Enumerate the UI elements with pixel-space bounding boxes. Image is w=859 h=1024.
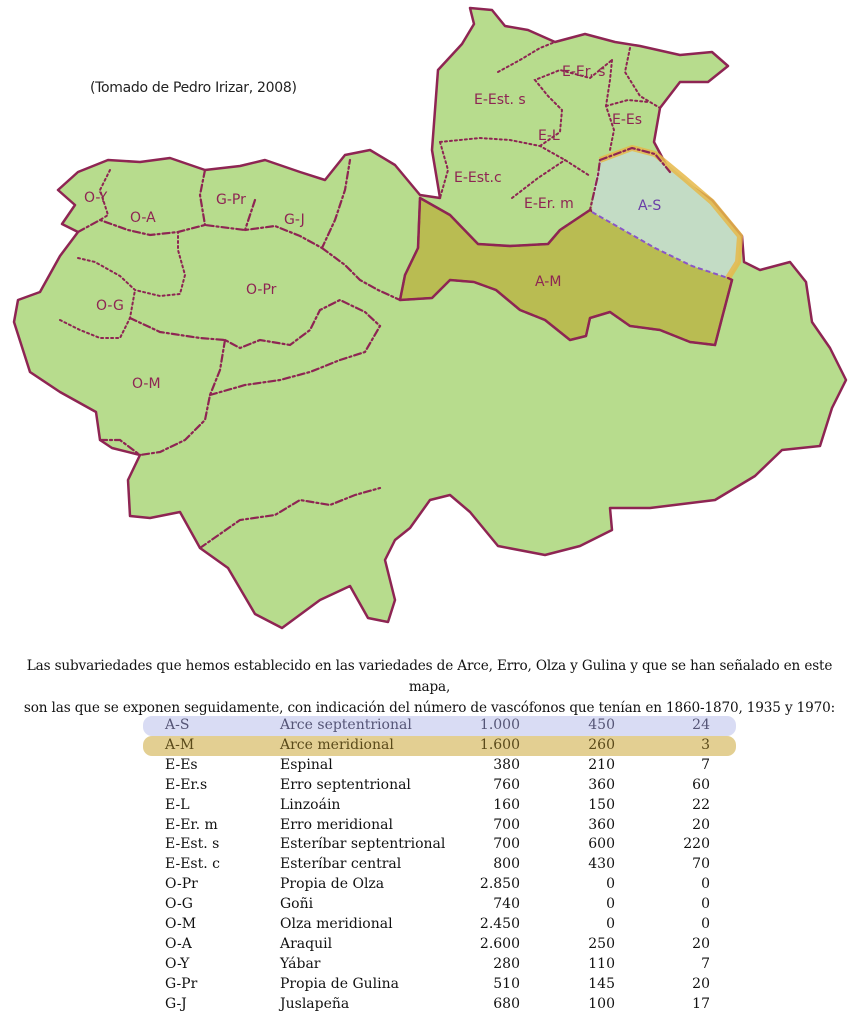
table-row	[143, 835, 736, 855]
label-o-a: O-A	[130, 210, 156, 226]
row-name: Goñi	[280, 896, 314, 913]
table-row	[143, 736, 736, 756]
row-name: Yábar	[280, 955, 321, 972]
table-row	[143, 995, 736, 1015]
label-o-m: O-M	[132, 376, 161, 392]
row-speakers-1860-1870: 160	[493, 796, 520, 813]
row-speakers-1970: 20	[692, 935, 710, 952]
row-speakers-1860-1870: 280	[493, 955, 520, 972]
row-speakers-1860-1870: 1.000	[470, 716, 520, 736]
row-name: Propia de Olza	[280, 876, 385, 893]
row-code: O-Pr	[165, 876, 198, 893]
row-speakers-1935: 450	[520, 716, 615, 736]
label-a-s: A-S	[638, 198, 662, 214]
row-speakers-1860-1870: 740	[493, 896, 520, 913]
label-o-y: O-Y	[84, 190, 108, 206]
row-speakers-1935: 0	[606, 896, 615, 913]
row-speakers-1935: 250	[588, 935, 615, 952]
row-name: Arce meridional	[280, 736, 470, 756]
row-name: Erro meridional	[280, 816, 393, 833]
intro-line-1: Las subvariedades que hemos establecido en las variedades de Arce, Erro, Olza y Gulina y que se han señalado en este mapa,	[26, 658, 833, 695]
row-speakers-1860-1870: 800	[493, 856, 520, 873]
intro-line-2: son las que se exponen seguidamente, con indicación del número de vascófonos que tenían en 1860-1870, 1935 y 1970:	[23, 700, 836, 716]
row-name: Olza meridional	[280, 916, 393, 933]
row-speakers-1935: 100	[588, 995, 615, 1012]
row-speakers-1935: 110	[588, 955, 615, 972]
row-code: O-G	[165, 896, 193, 913]
table-row	[143, 756, 736, 776]
row-code: A-S	[143, 716, 280, 736]
row-speakers-1970: 3	[615, 736, 736, 756]
label-e-er-m: E-Er. m	[524, 196, 574, 212]
row-speakers-1970: 0	[701, 916, 710, 933]
row-speakers-1860-1870: 2.600	[479, 935, 520, 952]
row-code: O-Y	[165, 955, 190, 972]
row-speakers-1935: 360	[588, 816, 615, 833]
row-speakers-1970: 17	[692, 995, 710, 1012]
row-name: Espinal	[280, 756, 333, 773]
row-code: O-M	[165, 916, 197, 933]
table-row	[143, 935, 736, 955]
row-code: E-Es	[165, 756, 198, 773]
table-row	[143, 796, 736, 816]
row-speakers-1935: 260	[520, 736, 615, 756]
row-code: G-Pr	[165, 975, 198, 992]
row-speakers-1935: 0	[606, 916, 615, 933]
row-speakers-1970: 20	[692, 975, 710, 992]
row-speakers-1970: 24	[615, 716, 736, 736]
row-speakers-1860-1870: 760	[493, 776, 520, 793]
label-e-est-c: E-Est.c	[454, 170, 502, 186]
row-code: O-A	[165, 935, 192, 952]
row-speakers-1935: 430	[588, 856, 615, 873]
row-name: Araquil	[280, 935, 333, 952]
subvariety-table	[143, 716, 736, 1015]
label-g-j: G-J	[284, 212, 305, 228]
row-speakers-1860-1870: 680	[493, 995, 520, 1012]
row-code: G-J	[165, 995, 187, 1012]
intro-text	[10, 656, 849, 719]
label-e-es: E-Es	[612, 112, 643, 128]
label-o-g: O-G	[96, 298, 124, 314]
row-name: Arce septentrional	[280, 716, 470, 736]
row-speakers-1970: 60	[692, 776, 710, 793]
row-speakers-1935: 600	[588, 836, 615, 853]
row-speakers-1860-1870: 700	[493, 816, 520, 833]
row-speakers-1970: 22	[692, 796, 710, 813]
row-name: Juslapeña	[280, 995, 350, 1012]
row-code: A-M	[143, 736, 280, 756]
row-name: Erro septentrional	[280, 776, 411, 793]
row-code: E-L	[165, 796, 190, 813]
row-speakers-1970: 0	[701, 876, 710, 893]
row-speakers-1970: 7	[701, 756, 710, 773]
label-e-est-s: E-Est. s	[474, 92, 526, 108]
map-credit: (Tomado de Pedro Irizar, 2008)	[90, 80, 297, 96]
label-o-pr: O-Pr	[246, 282, 277, 298]
row-name: Esteríbar central	[280, 856, 402, 873]
row-speakers-1860-1870: 510	[493, 975, 520, 992]
table-row	[143, 955, 736, 975]
row-speakers-1935: 0	[606, 876, 615, 893]
table-row	[143, 716, 736, 736]
table-row	[143, 975, 736, 995]
row-speakers-1860-1870: 380	[493, 756, 520, 773]
row-speakers-1935: 145	[588, 975, 615, 992]
row-code: E-Est. c	[165, 856, 220, 873]
row-name: Propia de Gulina	[280, 975, 399, 992]
table-row	[143, 855, 736, 875]
row-speakers-1970: 20	[692, 816, 710, 833]
row-code: E-Er.s	[165, 776, 208, 793]
row-speakers-1970: 220	[683, 836, 710, 853]
table-row	[143, 895, 736, 915]
table-row	[143, 915, 736, 935]
row-speakers-1935: 150	[588, 796, 615, 813]
row-code: E-Er. m	[165, 816, 218, 833]
table-row	[143, 816, 736, 836]
label-g-pr: G-Pr	[216, 192, 246, 208]
row-speakers-1935: 210	[588, 756, 615, 773]
row-speakers-1860-1870: 1.600	[470, 736, 520, 756]
subvariety-table-body	[143, 716, 736, 1015]
row-speakers-1860-1870: 2.850	[479, 876, 520, 893]
row-speakers-1860-1870: 2.450	[479, 916, 520, 933]
table-row	[143, 776, 736, 796]
row-name: Esteríbar septentrional	[280, 836, 446, 853]
row-speakers-1970: 7	[701, 955, 710, 972]
row-name: Linzoáin	[280, 796, 341, 813]
row-speakers-1860-1870: 700	[493, 836, 520, 853]
label-a-m: A-M	[535, 274, 562, 290]
label-e-l: E-L	[538, 128, 560, 144]
row-speakers-1970: 0	[701, 896, 710, 913]
row-speakers-1970: 70	[692, 856, 710, 873]
row-code: E-Est. s	[165, 836, 220, 853]
label-e-er-s: E-Er. s	[562, 64, 606, 80]
table-row	[143, 875, 736, 895]
row-speakers-1935: 360	[588, 776, 615, 793]
